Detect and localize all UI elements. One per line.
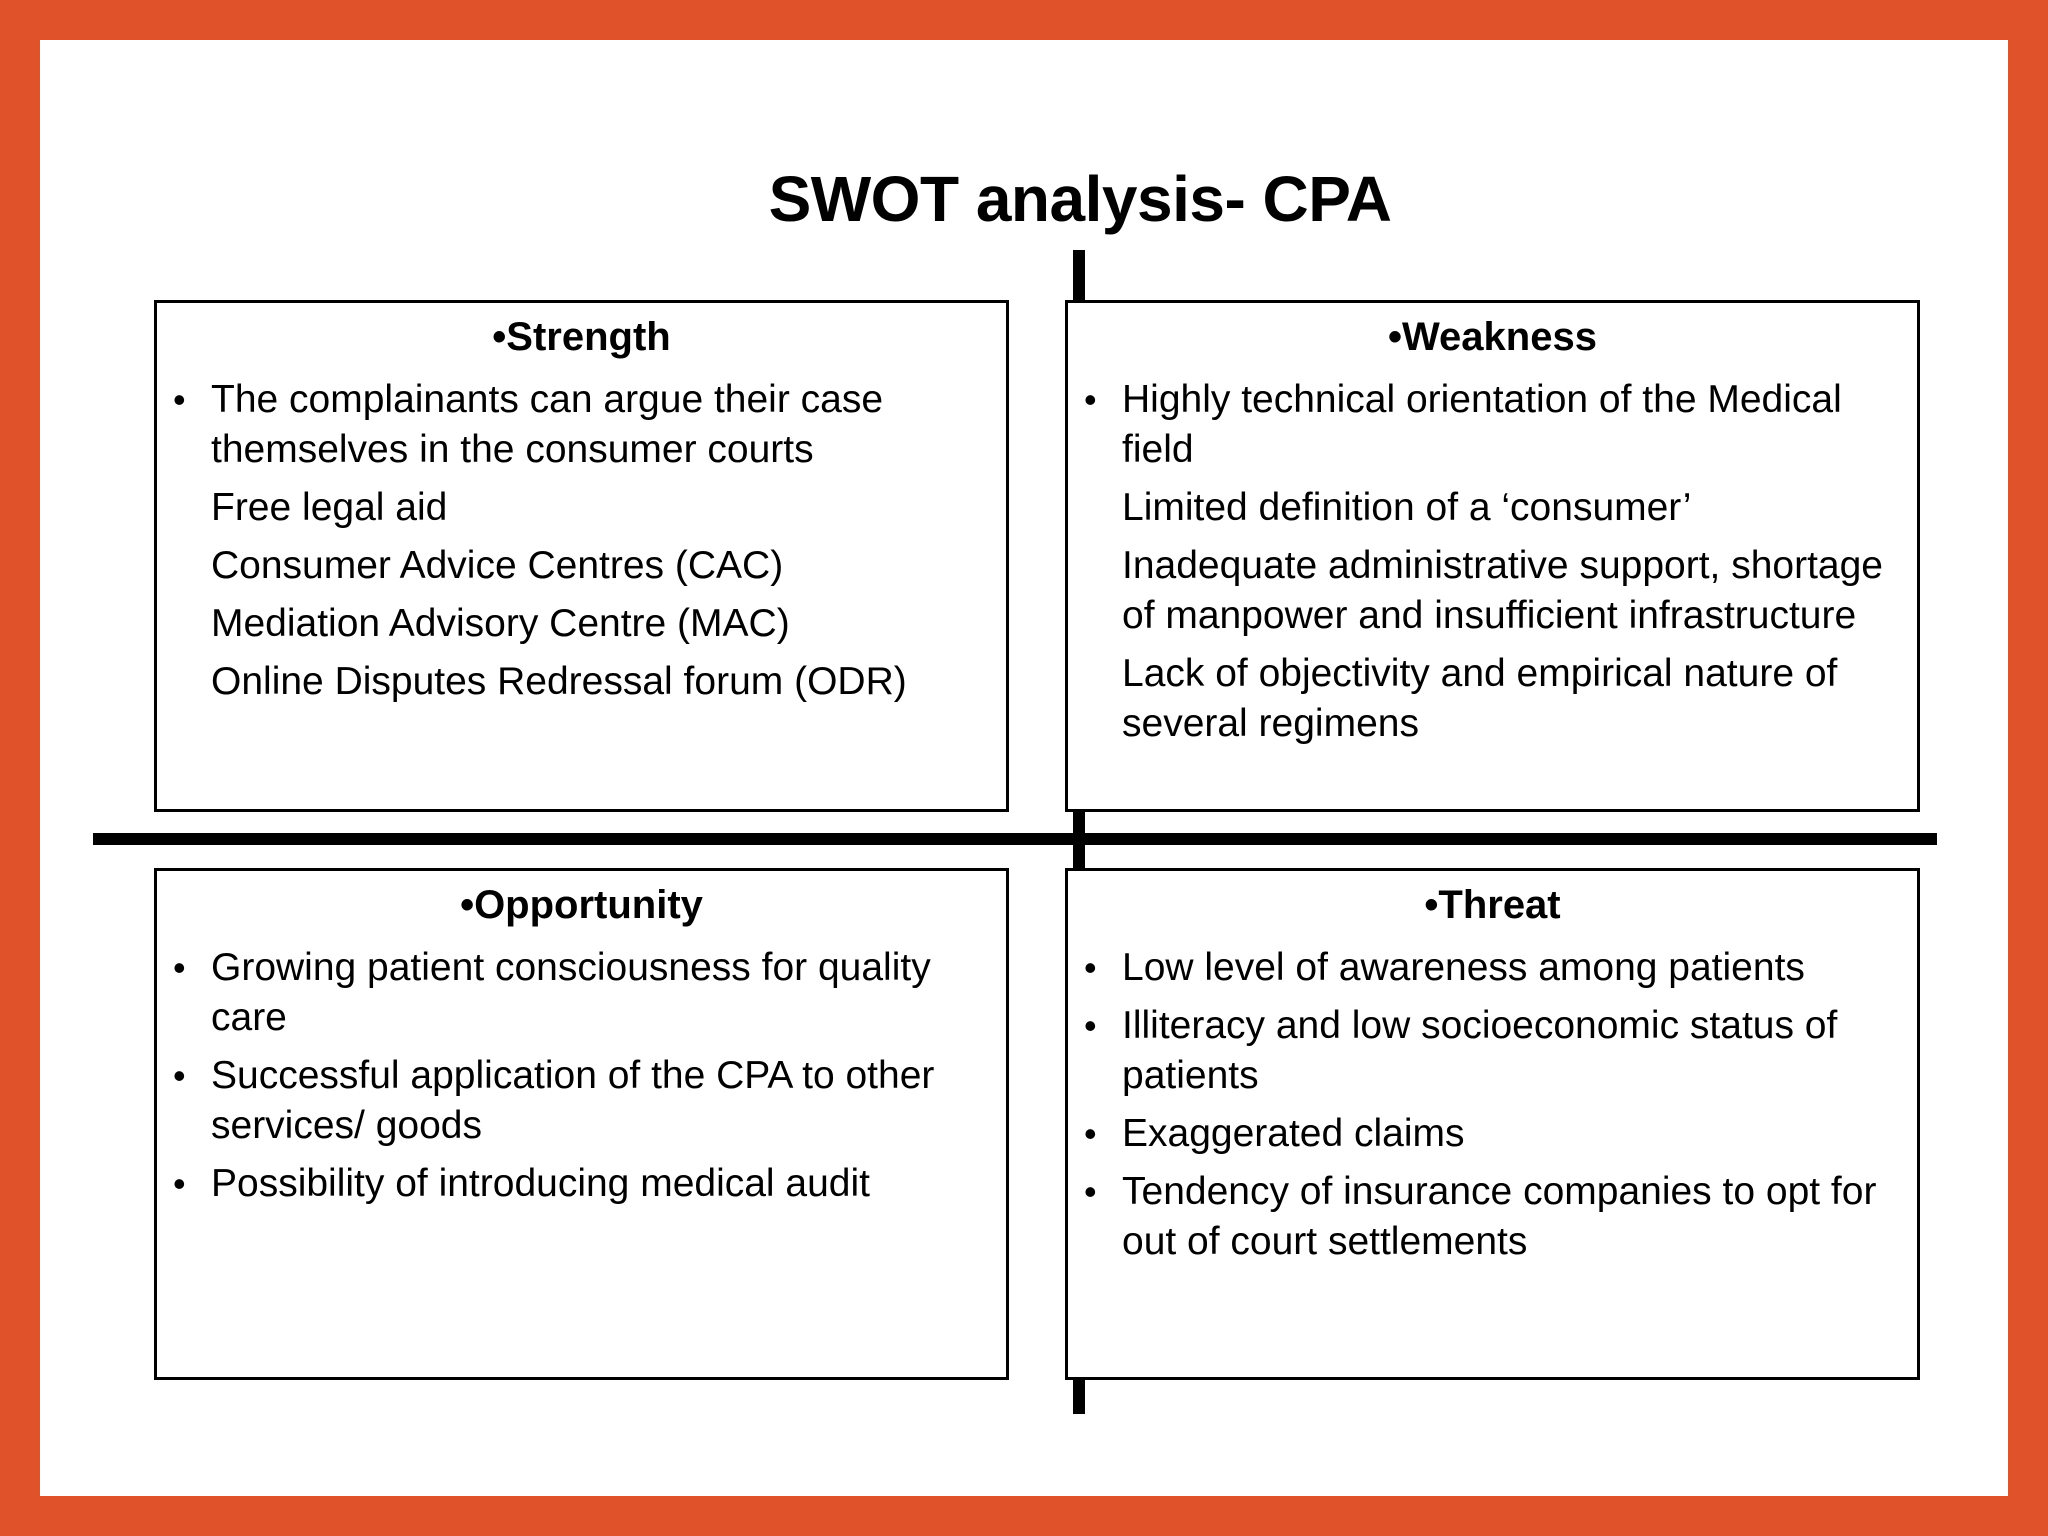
threat-list [1082, 943, 1903, 1267]
list-item: • Tendency of insurance companies to opt for out of court settlements [1082, 1167, 1903, 1267]
list-item: • Exaggerated claims [1082, 1109, 1903, 1159]
weakness-list [1082, 375, 1903, 749]
opportunity-quadrant [154, 868, 1009, 1380]
list-item: Inadequate administrative support, shortage of manpower and insufficient infrastructure [1122, 544, 1883, 637]
weakness-quadrant [1065, 300, 1920, 812]
horizontal-axis-divider [93, 833, 1937, 845]
list-item: Consumer Advice Centres (CAC) [211, 544, 784, 587]
list-item: Mediation Advisory Centre (MAC) [211, 602, 790, 645]
list-item: • Successful application of the CPA to other services/ goods [171, 1051, 992, 1151]
list-item: Free legal aid [211, 486, 448, 529]
slide-title: SWOT analysis- CPA [768, 163, 1392, 235]
list-item: Online Disputes Redressal forum (ODR) [211, 660, 907, 703]
list-item: • The complainants can argue their case themselves in the consumer courts [171, 375, 992, 475]
list-item: • Possibility of introducing medical audit [171, 1159, 992, 1209]
opportunity-heading: •Opportunity [460, 883, 703, 927]
list-item: • Growing patient consciousness for quality care [171, 943, 992, 1043]
list-item: • Illiteracy and low socioeconomic status of patients [1082, 1001, 1903, 1101]
list-item: • Low level of awareness among patients [1082, 943, 1903, 993]
strength-heading: •Strength [492, 315, 671, 359]
strength-list [171, 375, 992, 707]
strength-quadrant [154, 300, 1009, 812]
list-item: Limited definition of a ‘consumer’ [1122, 486, 1692, 529]
threat-quadrant [1065, 868, 1920, 1380]
opportunity-list [171, 943, 992, 1209]
weakness-heading: •Weakness [1388, 315, 1597, 359]
list-item: Lack of objectivity and empirical nature of several regimens [1122, 652, 1838, 745]
list-item: • Highly technical orientation of the Medical field [1082, 375, 1903, 475]
threat-heading: •Threat [1424, 883, 1561, 927]
